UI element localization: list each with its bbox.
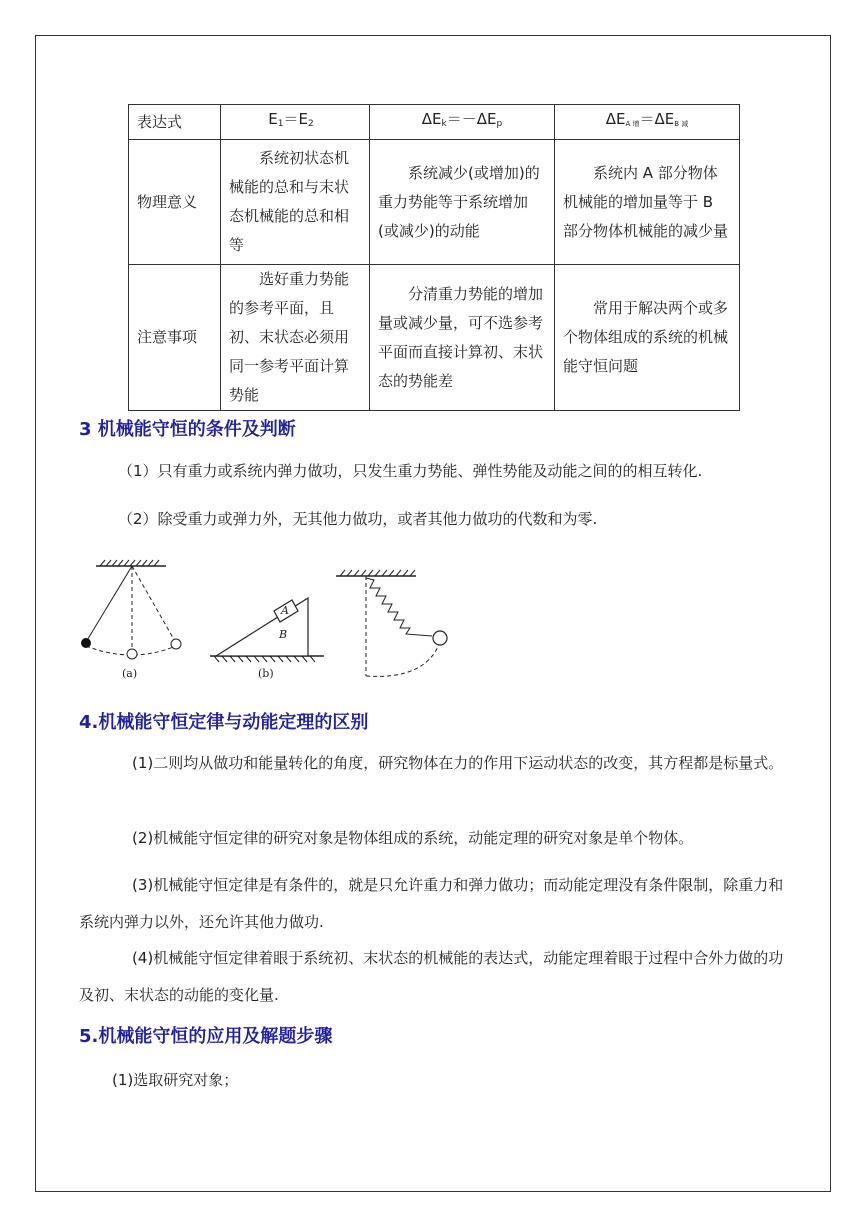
- table-cell: 常用于解决两个或多个物体组成的系统的机械能守恒问题: [555, 265, 740, 411]
- section-4-paragraph-4: (4)机械能守恒定律着眼于系统初、末状态的机械能的表达式，动能定理着眼于过程中合外力做的功及初、末状态的动能的变化量.: [79, 949, 784, 1004]
- incline-diagram: [210, 598, 324, 680]
- section-3-paragraph-2: （2）除受重力或弹力外，无其他力做功，或者其他力做功的代数和为零.: [118, 510, 598, 528]
- expression-1: $E_1=E_2$: [221, 105, 370, 140]
- section-4-paragraph-1: (1)二则均从做功和能量转化的角度，研究物体在力的作用下运动状态的改变，其方程都是标量式。: [132, 754, 784, 772]
- table-row: [129, 265, 740, 411]
- section-4-heading: 4.机械能守恒定律与动能定理的区别: [79, 712, 369, 733]
- section-3-heading: 3 机械能守恒的条件及判断: [79, 419, 296, 440]
- row-label-expression: 表达式: [129, 105, 221, 140]
- figure-label-a: (a): [122, 667, 138, 680]
- physics-diagrams: [74, 558, 474, 684]
- expression-2: $\Delta E_k=-\Delta E_p$: [370, 105, 555, 140]
- row-label-meaning: 物理意义: [129, 140, 221, 265]
- comparison-table: [128, 104, 740, 411]
- section-5-paragraph-1: (1)选取研究对象；: [112, 1071, 239, 1089]
- section-4-paragraph-3: (3)机械能守恒定律是有条件的，就是只允许重力和弹力做功；而动能定理没有条件限制，除重力和系统内弹力以外，还允许其他力做功.: [79, 876, 784, 931]
- block-b-label: B: [279, 628, 288, 641]
- table-cell: 系统减少(或增加)的重力势能等于系统增加(或减少)的动能: [370, 140, 555, 265]
- row-label-notes: 注意事项: [129, 265, 221, 411]
- table-cell: 选好重力势能的参考平面，且初、末状态必须用同一参考平面计算势能: [221, 265, 370, 411]
- section-5-heading: 5.机械能守恒的应用及解题步骤: [79, 1026, 333, 1047]
- table-cell: 系统初状态机械能的总和与末状态机械能的总和相等: [221, 140, 370, 265]
- pendulum-diagram: [81, 560, 181, 680]
- section-3-paragraph-1: （1）只有重力或系统内弹力做功，只发生重力势能、弹性势能及动能之间的的相互转化.: [118, 462, 703, 480]
- table-row: [129, 105, 740, 140]
- table-cell: 系统内 A 部分物体机械能的增加量等于 B 部分物体机械能的减少量: [555, 140, 740, 265]
- block-a-label: A: [281, 604, 289, 617]
- table-row: [129, 140, 740, 265]
- table-cell: 分清重力势能的增加量或减少量，可不选参考平面而直接计算初、末状态的势能差: [370, 265, 555, 411]
- figure-label-b: (b): [258, 667, 274, 680]
- expression-3: ΔEA 增＝ΔEB 减: [555, 105, 740, 140]
- spring-pendulum-diagram: [336, 570, 447, 676]
- section-4-paragraph-2: (2)机械能守恒定律的研究对象是物体组成的系统，动能定理的研究对象是单个物体。: [132, 829, 694, 847]
